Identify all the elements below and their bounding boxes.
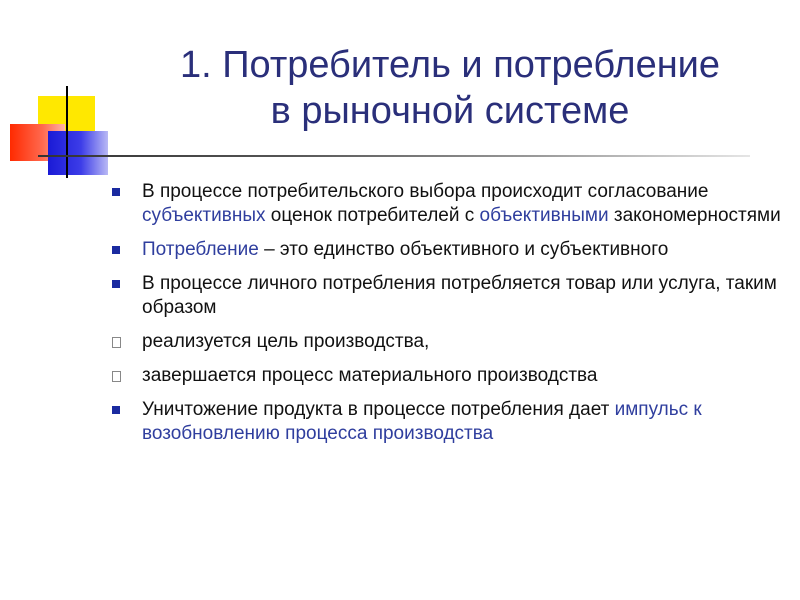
highlighted-term: импульс к возобновлению процесса производства <box>142 399 702 444</box>
bullet-item <box>112 180 782 228</box>
title-line-2: в рыночной системе <box>270 90 630 132</box>
bullet-item <box>112 272 782 320</box>
bullet-marker-icon <box>112 280 120 288</box>
bullet-text: В процессе потребительского выбора происходит согласование <box>142 181 709 202</box>
bullet-text: реализуется цель производства, <box>142 331 430 352</box>
decor-blue-square <box>48 131 108 175</box>
bullet-marker-icon <box>112 246 120 254</box>
bullet-marker-icon <box>112 188 120 196</box>
bullet-text: Уничтожение продукта в процессе потребления дает <box>142 399 615 420</box>
slide-title <box>100 42 800 134</box>
bullet-text: закономерностями <box>608 205 781 226</box>
bullet-item <box>112 330 782 354</box>
sub-bullet-marker-icon <box>112 371 121 382</box>
bullet-text: – это единство объективного и субъективного <box>258 239 669 260</box>
bullet-list <box>112 180 782 456</box>
bullet-item <box>112 238 782 262</box>
bullet-marker-icon <box>112 406 120 414</box>
bullet-item <box>112 364 782 388</box>
decor-vertical-line <box>66 86 68 178</box>
title-underline <box>38 155 750 157</box>
highlighted-term: субъективных <box>142 205 266 226</box>
highlighted-term: Потребление <box>142 239 259 260</box>
bullet-text: завершается процесс материального производства <box>142 365 598 386</box>
sub-bullet-marker-icon <box>112 337 121 348</box>
highlighted-term: объективными <box>479 205 609 226</box>
bullet-text: оценок потребителей с <box>265 205 480 226</box>
bullet-item <box>112 398 782 446</box>
bullet-text: В процессе личного потребления потребляется товар или услуга, таким образом <box>142 273 777 318</box>
title-line-1: 1. Потребитель и потребление <box>179 44 721 86</box>
